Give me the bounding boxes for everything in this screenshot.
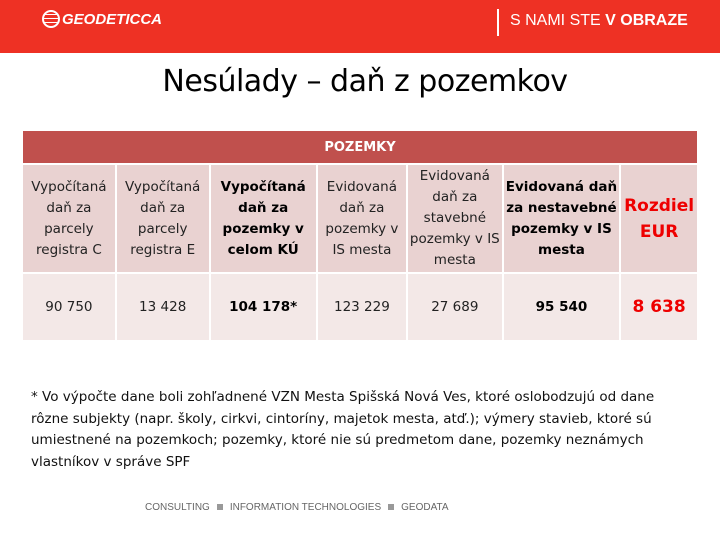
footer-item: CONSULTING — [145, 502, 210, 513]
table-cell: 123 229 — [318, 274, 406, 340]
slogan-bold: V OBRAZE — [605, 12, 688, 29]
footer-item: INFORMATION TECHNOLOGIES — [229, 502, 382, 513]
table-cell: 13 428 — [117, 274, 209, 340]
column-header: Rozdiel EUR — [621, 165, 697, 272]
footer-item: GEODATA — [401, 502, 449, 513]
column-header: Evidovaná daň za nestavebné pozemky v IS mesta — [504, 165, 619, 272]
square-bullet-icon — [388, 504, 394, 510]
tax-table — [21, 129, 699, 342]
slogan — [510, 12, 688, 30]
difference-cell: 8 638 — [621, 274, 697, 340]
logo-text: GEODETICCA — [62, 10, 163, 28]
table-cell: 90 750 — [23, 274, 115, 340]
table-cell: 104 178* — [211, 274, 316, 340]
column-header: Vypočítaná daň za parcely registra C — [23, 165, 115, 272]
slogan-regular: S NAMI STE — [510, 12, 606, 29]
column-header: Vypočítaná daň za pozemky v celom KÚ — [211, 165, 316, 272]
column-header: Evidovaná daň za pozemky v IS mesta — [318, 165, 406, 272]
table-cell: 95 540 — [504, 274, 619, 340]
globe-icon — [42, 10, 60, 28]
column-header: Evidovaná daň za stavebné pozemky v IS mesta — [408, 165, 502, 272]
column-header: Vypočítaná daň za parcely registra E — [117, 165, 209, 272]
geodeticca-logo — [42, 10, 162, 28]
top-banner — [0, 0, 720, 53]
footnote: * Vo výpočte dane boli zohľadnené VZN Mesta Spišská Nová Ves, ktoré oslobodzujú od dane rôzne subjekty (napr. školy, cirkvi, cintoríny, majetok mesta, atď.); výmery stavieb, ktoré sú umiestnené na pozemkoch; pozemky, ktoré nie sú predmetom dane, pozemky neznámych vlastníkov v správe SPF — [31, 389, 655, 470]
slide-title: Nesúlady – daň z pozemkov — [162, 64, 568, 99]
square-bullet-icon — [217, 504, 223, 510]
footer — [145, 502, 449, 513]
group-header: POZEMKY — [23, 131, 697, 163]
divider — [497, 9, 499, 36]
table-cell: 27 689 — [408, 274, 502, 340]
